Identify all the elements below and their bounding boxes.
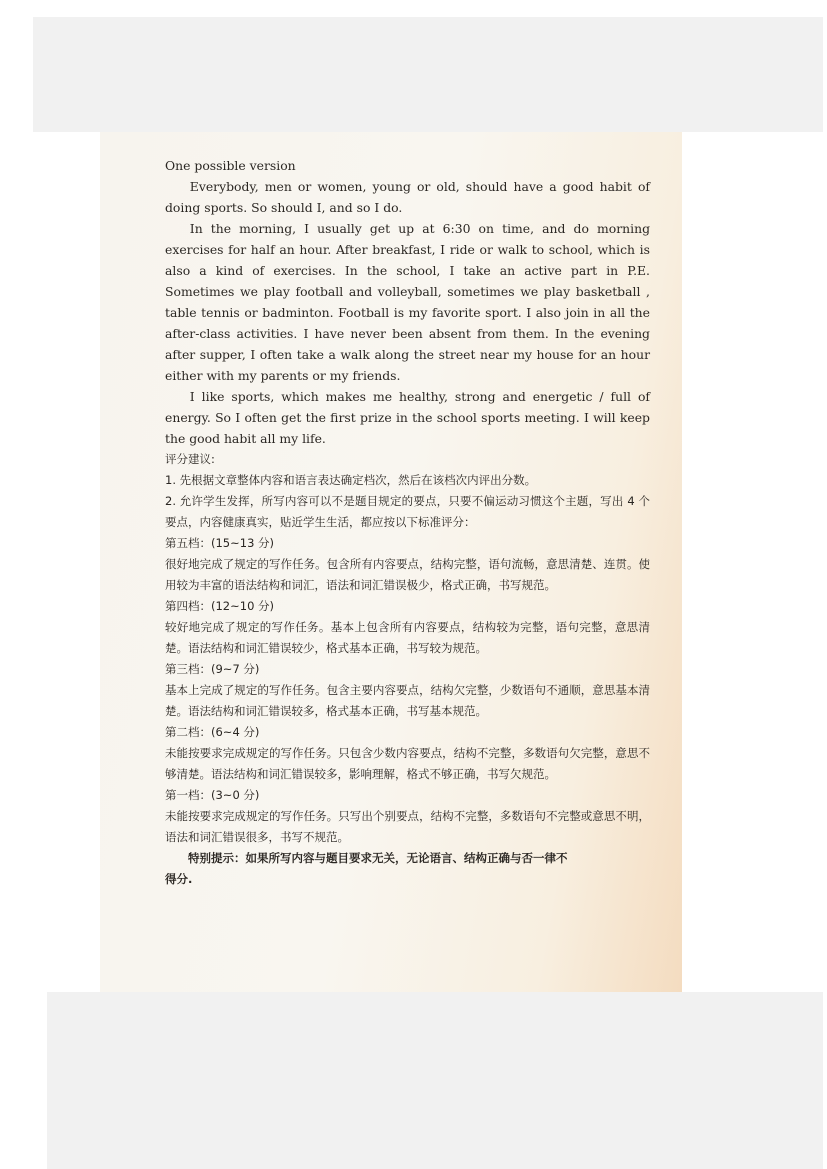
level-3 [165,659,650,722]
essay-paragraph-3: I like sports, which makes me healthy, strong and energetic / full of energy. So I often get the first prize in the school sports meeting. I will keep the good habit all my life. [165,389,650,446]
level-title: 第三档：(9~7 分) [165,662,260,676]
blank-area-bottom [47,992,823,1169]
scoring-rule-1: 1. 先根据文章整体内容和语言表达确定档次，然后在该档次内评出分数。 [165,473,537,487]
document-content [165,155,650,890]
level-description: 未能按要求完成规定的写作任务。只写出个别要点，结构不完整，多数语句不完整或意思不明，语法和词汇错误很多，书写不规范。 [165,809,650,844]
level-2 [165,722,650,785]
level-title: 第四档：(12~10 分) [165,599,275,613]
level-1 [165,785,650,848]
essay-paragraph-2: In the morning, I usually get up at 6:30 on time, and do morning exercises for half an hour. After breakfast, I ride or walk to school, which is also a kind of exercises. In the school, I take an active part in P.E. Sometimes we play football and volleyball, sometimes we play basketball , table tennis or badminton. Football is my favorite sport. I also join in all the after-class activities. I have never been absent from them. In the evening after supper, I often take a walk along the street near my house for an hour either with my parents or my friends. [165,221,650,383]
special-note: 特别提示：如果所写内容与题目要求无关，无论语言、结构正确与否一律不 [188,851,568,865]
level-title: 第五档：(15~13 分) [165,536,275,550]
essay-paragraph-1: Everybody, men or women, young or old, should have a good habit of doing sports. So should I, and so I do. [165,179,650,215]
essay-heading: One possible version [165,158,296,173]
level-description: 未能按要求完成规定的写作任务。只包含少数内容要点，结构不完整，多数语句欠完整，意思不够清楚。语法结构和词汇错误较多，影响理解，格式不够正确，书写欠规范。 [165,746,650,781]
level-description: 很好地完成了规定的写作任务。包含所有内容要点，结构完整，语句流畅，意思清楚、连贯。使用较为丰富的语法结构和词汇，语法和词汇错误极少，格式正确，书写规范。 [165,557,650,592]
level-title: 第二档：(6~4 分) [165,725,260,739]
level-title: 第一档：(3~0 分) [165,788,260,802]
scoring-heading: 评分建议: [165,452,215,466]
blank-area-top [33,17,823,132]
scoring-rule-2: 2. 允许学生发挥，所写内容可以不是题目规定的要点，只要不偏运动习惯这个主题，写出 4 个要点，内容健康真实，贴近学生生活，都应按以下标准评分： [165,494,650,529]
level-5 [165,533,650,596]
special-note-tail: 得分. [165,872,193,886]
level-description: 较好地完成了规定的写作任务。基本上包含所有内容要点，结构较为完整，语句完整，意思清楚。语法结构和词汇错误较少，格式基本正确，书写较为规范。 [165,620,650,655]
level-description: 基本上完成了规定的写作任务。包含主要内容要点，结构欠完整，少数语句不通顺，意思基本清楚。语法结构和词汇错误较多，格式基本正确，书写基本规范。 [165,683,650,718]
level-4 [165,596,650,659]
scoring-section [165,449,650,890]
